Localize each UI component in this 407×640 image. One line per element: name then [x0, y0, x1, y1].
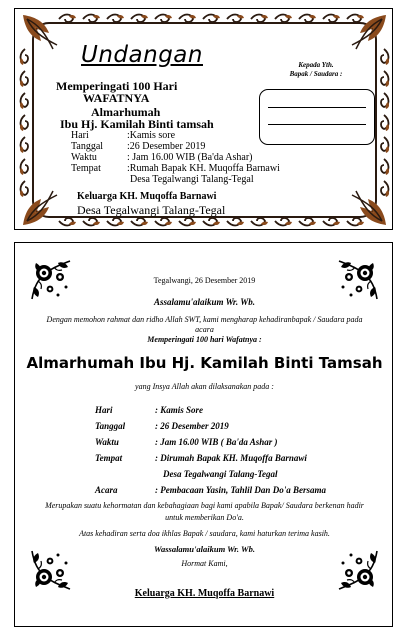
card-title: Undangan: [81, 42, 203, 68]
invitation-card: [14, 242, 393, 627]
detail-value: : 26 Desember 2019: [155, 421, 229, 431]
detail-label: Tempat: [71, 163, 101, 174]
address-line: Desa Tegalwangi Talang-Tegal: [130, 174, 254, 185]
recipient-heading: Kepada Yth. Bapak / Saudara :: [289, 61, 343, 78]
heading-line-2: WAFATNYA: [83, 91, 150, 105]
detail-label: Tanggal: [71, 141, 104, 152]
honor-text-2: untuk memberikan Do'a.: [165, 513, 244, 522]
schedule-intro: yang Insya Allah akan dilaksanakan pada :: [135, 382, 274, 391]
village-line: Desa Tegalwangi Talang-Tegal: [163, 469, 278, 479]
detail-value: :26 Desember 2019: [127, 141, 206, 152]
thanks-text: Atas kehadiran serta doa ikhlas Bapak / saudara, kami haturkan terima kasih.: [79, 529, 330, 538]
detail-value: : Jam 16.00 WIB ( Ba'da Ashar ): [155, 437, 278, 447]
heading-line-3: Almarhumah: [91, 105, 161, 119]
detail-label: Hari: [71, 130, 89, 141]
address-line-rule: [268, 107, 366, 108]
detail-value: :Rumah Bapak KH. Muqoffa Barnawi: [127, 163, 280, 174]
deceased-name: Almarhumah Ibu Hj. Kamilah Binti Tamsah: [26, 354, 383, 372]
acara-label: Acara: [95, 485, 118, 495]
deceased-name: Ibu Hj. Kamilah Binti tamsah: [60, 117, 214, 131]
intro-text: Dengan memohon rahmat dan ridho Allah SWT, kami mengharap kehadiranbapak / Saudara pada: [46, 315, 363, 324]
envelope-card: [14, 8, 393, 230]
detail-value: :Kamis sore: [127, 130, 176, 141]
detail-value: : Jam 16.00 WIB (Ba'da Ashar): [127, 152, 253, 163]
event-line: Memperingati 100 hari Wafatnya :: [147, 335, 262, 344]
greeting: Assalamu'alaikum Wr. Wb.: [153, 297, 256, 307]
detail-value: : Kamis Sore: [155, 405, 204, 415]
signature: Keluarga KH. Muqoffa Barnawi: [134, 588, 275, 599]
heading-line-1: Memperingati 100 Hari: [56, 79, 178, 93]
detail-label: Hari: [95, 405, 113, 415]
detail-label: Waktu: [95, 437, 119, 447]
regards: Hormat Kami,: [181, 559, 228, 568]
sender-name: Keluarga KH. Muqoffa Barnawi: [77, 191, 217, 202]
intro-text-2: acara: [195, 325, 214, 334]
closing: Wassalamu'alaikum Wr. Wb.: [154, 544, 255, 554]
address-line-rule: [268, 124, 366, 125]
recipient-address-box: [259, 89, 375, 145]
honor-text: Merupakan suatu kehormatan dan kebahagiaan bagi kami apabila Bapak/ Saudara berkenan hadir: [45, 501, 364, 510]
place-date: Tegalwangi, 26 Desember 2019: [153, 276, 256, 285]
detail-label: Waktu: [71, 152, 97, 163]
detail-value: : Dirumah Bapak KH. Muqoffa Barnawi: [155, 453, 307, 463]
acara-value: : Pembacaan Yasin, Tahlil Dan Do'a Bersama: [155, 485, 326, 495]
sender-village: Desa Tegalwangi Talang-Tegal: [77, 203, 226, 217]
detail-label: Tanggal: [95, 421, 126, 431]
detail-label: Tempat: [95, 453, 123, 463]
